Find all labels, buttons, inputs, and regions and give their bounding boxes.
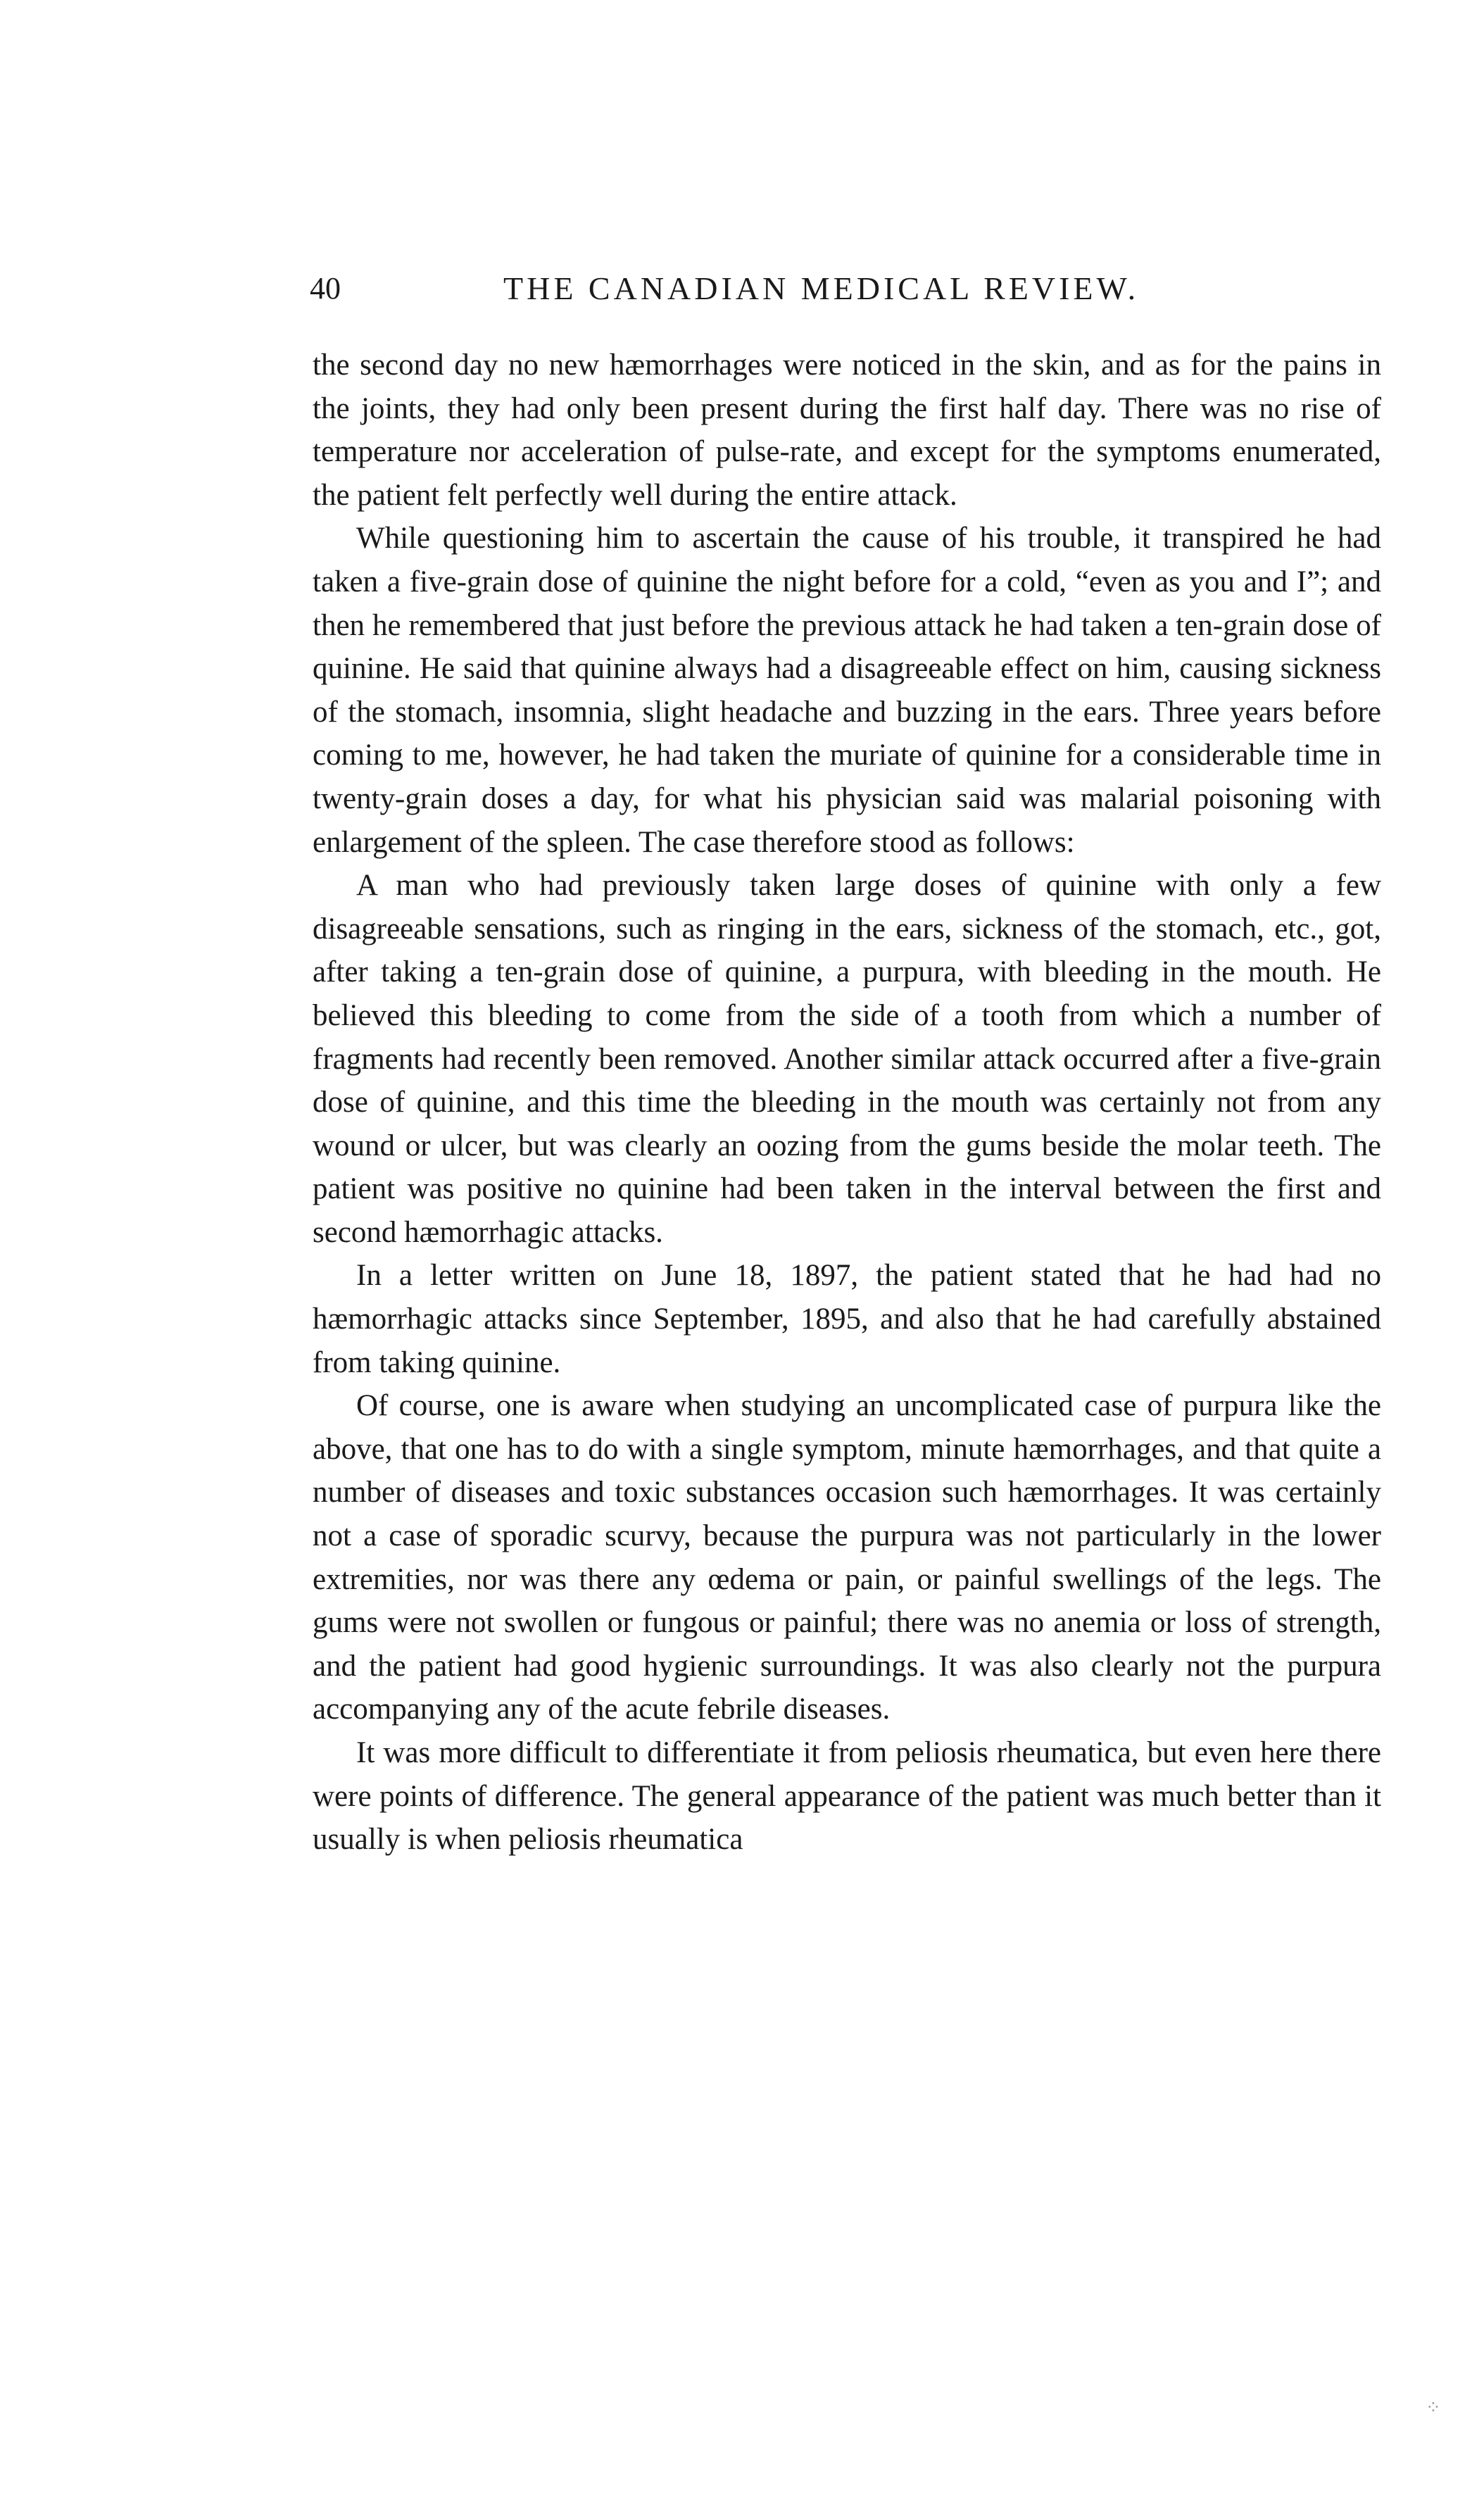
paragraph-differential-scurvy: Of course, one is aware when studying an uncomplicated case of purpura like the above, that one has to do with a single symptom, minute hæmorrhages, and that quite a number of diseases and toxic substances occasion such hæmorrhages. It was certainly not a case of sporadic scurvy, because the purpura was not particularly in the lower extremities, nor was there any œdema or pain, or painful swellings of the legs. The gums were not swollen or fungous or painful; there was no anemia or loss of strength, and the patient had good hygienic surroundings. It was also clearly not the purpura accompanying any of the acute febrile diseases. [313,1389,1381,1726]
paragraph-peliosis-rheumatica: It was more difficult to differentiate it from peliosis rheumatica, but even here there were points of difference. The general appearance of the patient was much better than it usually is when peliosis rheumatica [313,1736,1381,1857]
paragraph-case-summary: A man who had previously taken large doses of quinine with only a few disagreeable sensations, such as ringing in the ears, sickness of the stomach, etc., got, after taking a ten-grain dose of quinine, a purpura, with bleeding in the mouth. He believed this bleeding to come from the side of a tooth from which a number of fragments had recently been removed. Another similar attack occurred after a five-grain dose of quinine, and this time the bleeding in the mouth was certainly not from any wound or ulcer, but was clearly an oozing from the gums beside the molar teeth. The patient was positive no quinine had been taken in the interval between the first and second hæmorrhagic attacks. [313,869,1381,1249]
scan-speck-mark: ⁘ [1426,2397,1441,2418]
journal-title: THE CANADIAN MEDICAL REVIEW. [503,270,1140,306]
page-number: 40 [310,271,341,306]
paragraph-cause-of-trouble: While questioning him to ascertain the cause of his trouble, it transpired he had taken a five-grain dose of quinine the night before for a cold, “even as you and I”; and then he remembered that just before the previous attack he had taken a ten-grain dose of quinine. He said that quinine always had a disagreeable effect on him, causing sickness of the stomach, insomnia, slight headache and buzzing in the ears. Three years before coming to me, however, he had taken the muriate of quinine for a considerable time in twenty-grain doses a day, for what his physician said was malarial poisoning with enlargement of the spleen. The case therefore stood as follows: [313,522,1381,859]
paragraph-follow-up-letter: In a letter written on June 18, 1897, the patient stated that he had had no hæmorrhagic attacks since September, 1895, and also that he had carefully abstained from taking quinine. [313,1259,1381,1379]
running-head [310,268,1380,310]
paragraph-continuation: the second day no new hæmorrhages were noticed in the skin, and as for the pains in the joints, they had only been present during the first half day. There was no rise of temperature nor acceleration of pulse-rate, and except for the symptoms enumerated, the patient felt perfectly well during the entire attack. [313,349,1381,512]
article-body [313,344,1381,1862]
